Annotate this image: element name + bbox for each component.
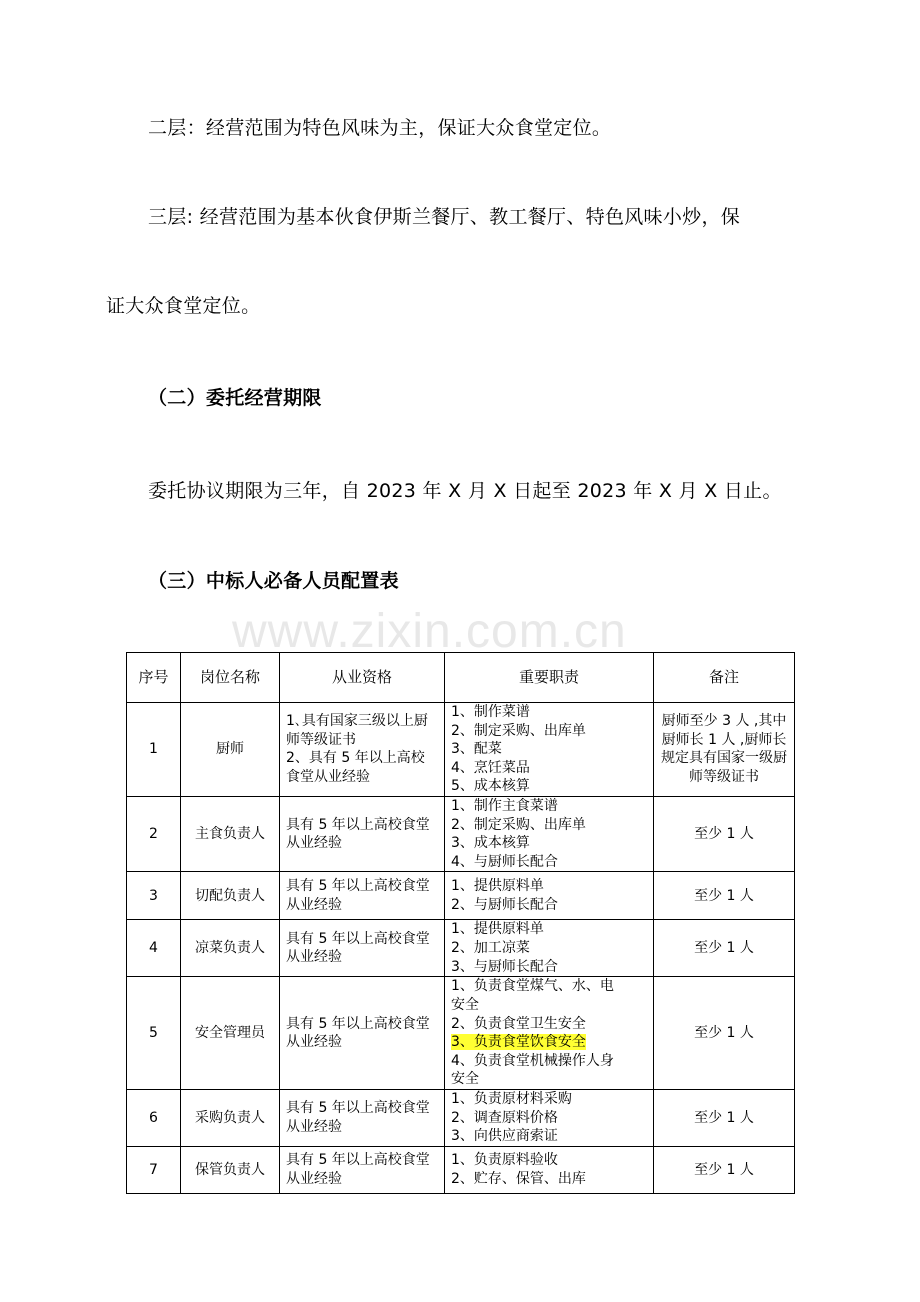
header-duties: 重要职责	[445, 653, 654, 703]
header-position: 岗位名称	[181, 653, 280, 703]
duty-line: 安全	[451, 1071, 479, 1088]
qual-line: 1､具有国家三级以上厨师等级证书	[286, 713, 428, 748]
paragraph-agreement-term: 委托协议期限为三年，自 2023 年 X 月 X 日起至 2023 年 X 月 X 日止。	[148, 480, 782, 502]
cell-no: 1	[127, 703, 181, 797]
duty-line: 1、负责原材料采购	[451, 1091, 572, 1108]
duty-line: 1、负责食堂煤气、水、电	[451, 978, 614, 995]
cell-position: 厨师	[181, 703, 280, 797]
duty-line: 1、提供原料单	[451, 921, 544, 938]
cell-no: 3	[127, 872, 181, 920]
cell-note: 至少 1 人	[654, 1089, 795, 1146]
cell-duties	[445, 703, 654, 797]
table-row	[127, 1146, 795, 1193]
cell-qualification	[280, 703, 445, 797]
cell-no: 2	[127, 796, 181, 871]
section-heading-term: （二）委托经营期限	[148, 387, 322, 409]
cell-note: 至少 1 人	[654, 796, 795, 871]
duty-line: 2、制定采购、出库单	[451, 816, 586, 833]
cell-note: 厨师至少 3 人 ,其中厨师长 1 人 ,厨师长规定具有国家一级厨师等级证书	[654, 703, 795, 797]
duty-line: 2、加工凉菜	[451, 940, 530, 957]
cell-qualification: 具有 5 年以上高校食堂从业经验	[280, 1146, 445, 1193]
duty-line: 1、提供原料单	[451, 878, 544, 895]
paragraph-third-floor-line1: 三层: 经营范围为基本伙食伊斯兰餐厅、教工餐厅、特色风味小炒，保	[148, 206, 741, 228]
duty-line: 1、负责原料验收	[451, 1152, 558, 1169]
text-highlight: 3、负责食堂饮食安全	[451, 1034, 586, 1051]
cell-duties	[445, 1146, 654, 1193]
qual-line: 2、具有 5 年以上高校食堂从业经验	[286, 750, 425, 786]
duty-line: 2、调查原料价格	[451, 1109, 558, 1126]
header-no: 序号	[127, 653, 181, 703]
cell-position: 凉菜负责人	[181, 920, 280, 977]
duty-line: 4、负责食堂机械操作人身	[451, 1052, 614, 1069]
cell-qualification: 具有 5 年以上高校食堂从业经验	[280, 872, 445, 920]
cell-no: 5	[127, 977, 181, 1090]
cell-duties	[445, 872, 654, 920]
cell-duties	[445, 796, 654, 871]
table-header-row	[127, 653, 795, 703]
duty-line: 4、与厨师长配合	[451, 853, 558, 870]
cell-position: 保管负责人	[181, 1146, 280, 1193]
cell-note: 至少 1 人	[654, 872, 795, 920]
cell-position: 采购负责人	[181, 1089, 280, 1146]
duty-line-highlighted	[451, 1033, 647, 1052]
duty-line: 1、制作主食菜谱	[451, 797, 558, 814]
paragraph-third-floor-line2: 证大众食堂定位。	[106, 295, 261, 317]
cell-no: 4	[127, 920, 181, 977]
cell-qualification: 具有 5 年以上高校食堂从业经验	[280, 977, 445, 1090]
section-heading-staff-table: （三）中标人必备人员配置表	[148, 570, 399, 592]
duty-line: 3、配菜	[451, 741, 502, 758]
cell-no: 6	[127, 1089, 181, 1146]
duty-line: 2、制定采购、出库单	[451, 722, 586, 739]
duty-line: 3、向供应商索证	[451, 1128, 558, 1145]
table-row	[127, 1089, 795, 1146]
cell-duties	[445, 920, 654, 977]
paragraph-second-floor: 二层：经营范围为特色风味为主，保证大众食堂定位。	[148, 117, 612, 139]
table-row	[127, 796, 795, 871]
cell-qualification: 具有 5 年以上高校食堂从业经验	[280, 796, 445, 871]
cell-position: 切配负责人	[181, 872, 280, 920]
table-row	[127, 703, 795, 797]
header-note: 备注	[654, 653, 795, 703]
staff-table	[126, 652, 795, 1194]
cell-note: 至少 1 人	[654, 920, 795, 977]
duty-line: 3、成本核算	[451, 835, 530, 852]
cell-qualification: 具有 5 年以上高校食堂从业经验	[280, 920, 445, 977]
cell-duties	[445, 1089, 654, 1146]
table-row	[127, 920, 795, 977]
table-row	[127, 977, 795, 1090]
cell-position: 安全管理员	[181, 977, 280, 1090]
watermark: www.zixin.com.cn	[232, 605, 627, 658]
table-row	[127, 872, 795, 920]
cell-note: 至少 1 人	[654, 977, 795, 1090]
duty-line: 4、烹饪菜品	[451, 759, 530, 776]
duty-line: 5、成本核算	[451, 778, 530, 795]
duty-line: 安全	[451, 996, 479, 1013]
cell-no: 7	[127, 1146, 181, 1193]
duty-line: 2、与厨师长配合	[451, 896, 558, 913]
cell-duties	[445, 977, 654, 1090]
header-qualification: 从业资格	[280, 653, 445, 703]
cell-position: 主食负责人	[181, 796, 280, 871]
duty-line: 2、贮存、保管、出库	[451, 1170, 586, 1187]
duty-line: 1、制作菜谱	[451, 704, 530, 720]
duty-line: 3、与厨师长配合	[451, 958, 558, 975]
duty-line: 2、负责食堂卫生安全	[451, 1015, 586, 1032]
cell-note: 至少 1 人	[654, 1146, 795, 1193]
cell-qualification: 具有 5 年以上高校食堂从业经验	[280, 1089, 445, 1146]
